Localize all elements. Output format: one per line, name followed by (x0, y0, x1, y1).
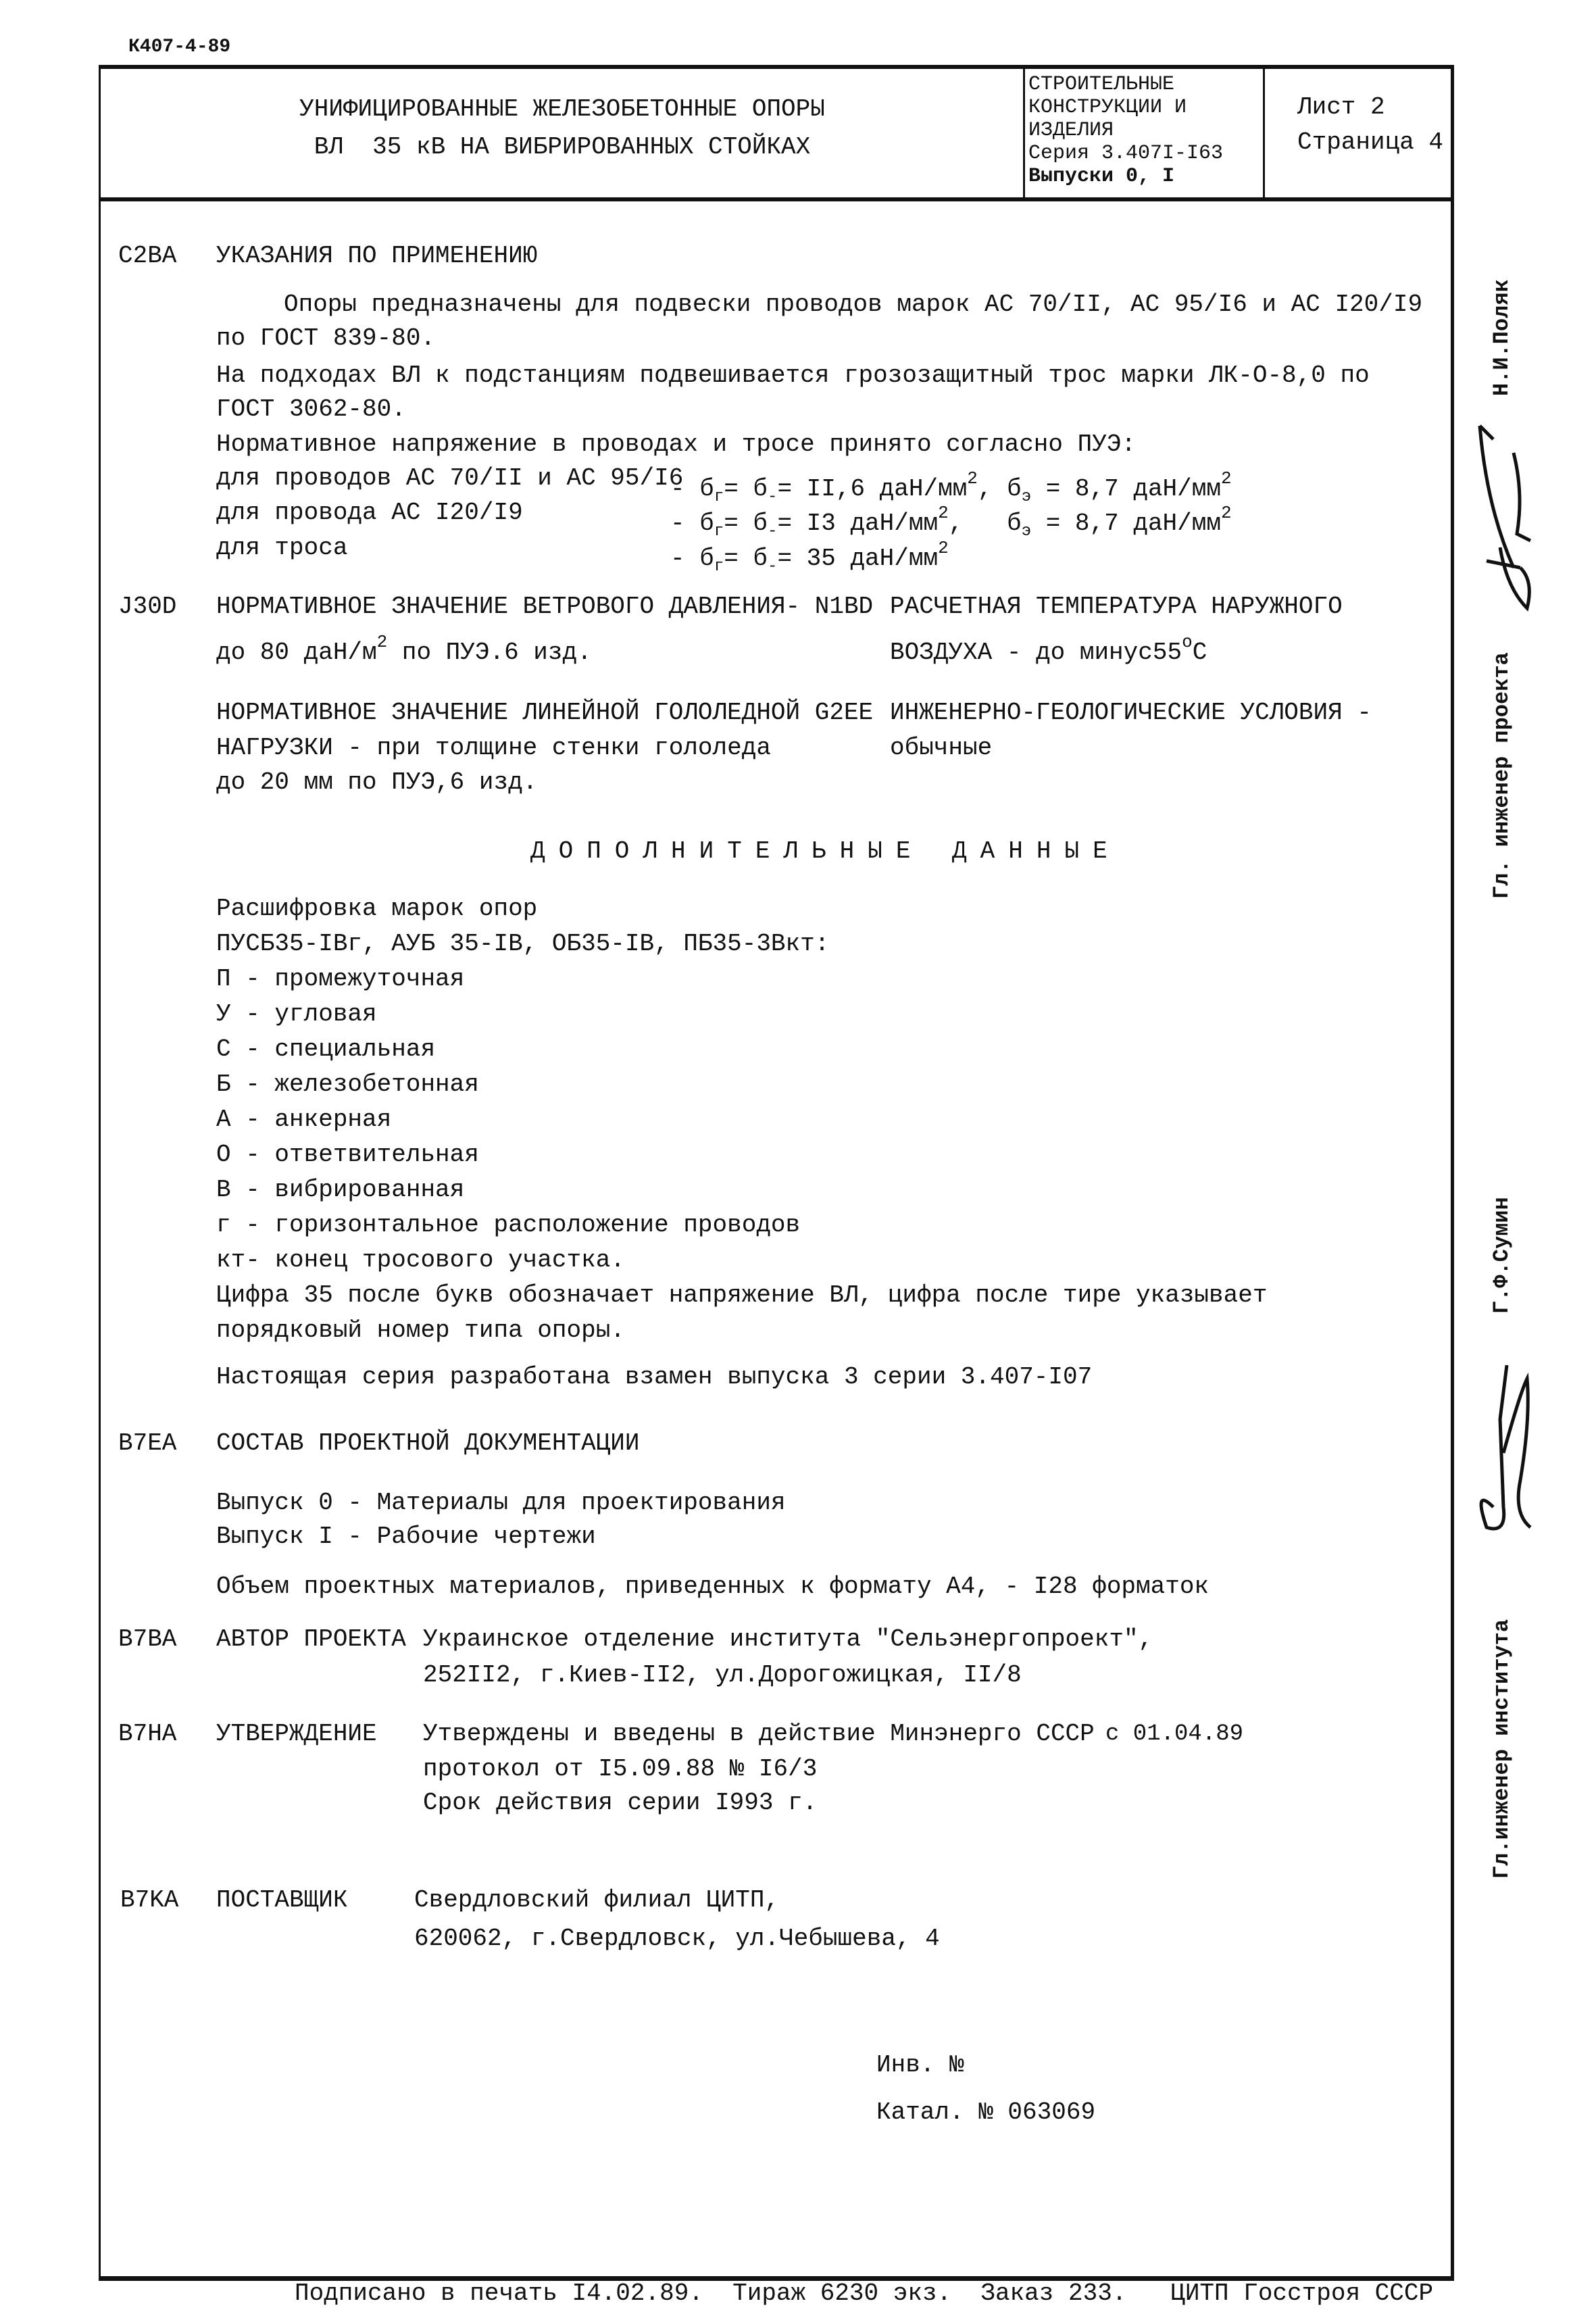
temperature-value (890, 627, 1207, 668)
formula-label: для проводов АС 70/II и АС 95/I6 (216, 464, 684, 492)
section-code: J30D (118, 593, 177, 620)
formula-text: = б (724, 545, 768, 572)
formula-value (670, 533, 949, 582)
subscript: г (714, 522, 724, 541)
replacement-note: Настоящая серия разработана взамен выпуска 3 серии 3.407-I07 (216, 1363, 1093, 1391)
frame-left-line (99, 65, 101, 2280)
section-code: B7KA (120, 1886, 179, 1914)
wind-pressure-value (216, 627, 592, 668)
header-divider-2 (1263, 65, 1265, 200)
text-line: На подходах ВЛ к подстанциям подвешивается грозозащитный трос марки ЛК-О-8,0 по (216, 362, 1370, 389)
formula-text: = II,6 даН/мм (777, 475, 968, 503)
superscript: о (1182, 632, 1193, 652)
list-item: В - вибрированная (216, 1176, 465, 1204)
series-line: ИЗДЕЛИЯ (1028, 119, 1114, 142)
text-line: Выпуск I - Рабочие чертежи (216, 1523, 596, 1550)
text: по ПУЭ.6 изд. (387, 639, 592, 666)
section-heading: СОСТАВ ПРОЕКТНОЙ ДОКУМЕНТАЦИИ (216, 1429, 640, 1457)
text-line: Объем проектных материалов, приведенных к формату А4, - I28 форматок (216, 1573, 1210, 1600)
ice-load-line: НАГРУЗКИ - при толщине стенки гололеда (216, 734, 771, 762)
formula-label: для троса (216, 534, 348, 562)
formula-text: = б (724, 475, 768, 503)
text-line: Свердловский филиал ЦИТП, (414, 1886, 780, 1914)
chief-project-engineer-title: Гл. инженер проекта (1489, 652, 1514, 899)
section-code: B7EA (118, 1429, 177, 1457)
document-code: К407-4-89 (128, 36, 231, 57)
text-line: Утверждены и введены в действие Минэнерго СССР (423, 1720, 1095, 1748)
inventory-number: Инв. № (876, 2051, 964, 2079)
superscript: 2 (938, 503, 949, 523)
subscript: - (768, 488, 778, 506)
superscript: 2 (938, 538, 949, 558)
temperature-heading: РАСЧЕТНАЯ ТЕМПЕРАТУРА НАРУЖНОГО (890, 593, 1343, 620)
section-label: УТВЕРЖДЕНИЕ (216, 1720, 377, 1748)
text-line: Украинское отделение института "Сельэнергопроект", (423, 1625, 1153, 1653)
series-line: Серия 3.407I-I63 (1028, 142, 1224, 165)
list-item: Цифра 35 после букв обозначает напряжение ВЛ, цифра после тире указывает (216, 1281, 1268, 1309)
series-line: СТРОИТЕЛЬНЫЕ (1028, 73, 1175, 96)
subscript: - (768, 558, 778, 576)
chief-project-engineer-name: Н.И.Поляк (1489, 279, 1514, 396)
formula-text: - б (670, 475, 714, 503)
section-heading: УКАЗАНИЯ ПО ПРИМЕНЕНИЮ (216, 242, 538, 270)
list-item: г - горизонтальное расположение проводов (216, 1211, 801, 1239)
header-divider-1 (1023, 65, 1025, 200)
list-item: У - угловая (216, 1000, 377, 1028)
chief-institute-engineer-name: Г.Ф.Сумин (1489, 1197, 1514, 1314)
subscript: г (714, 488, 724, 506)
frame-right-line (1451, 65, 1454, 2280)
section-label: ПОСТАВЩИК (216, 1886, 348, 1914)
text-line: Выпуск 0 - Материалы для проектирования (216, 1489, 786, 1517)
formula-text: - б (670, 545, 714, 572)
ice-load-line: до 20 мм по ПУЭ,6 изд. (216, 768, 538, 796)
list-item: С - специальная (216, 1035, 436, 1063)
title-line-1: УНИФИЦИРОВАННЫЕ ЖЕЛЕЗОБЕТОННЫЕ ОПОРЫ (299, 95, 825, 123)
list-item: П - промежуточная (216, 965, 465, 993)
list-item: кт- конец тросового участка. (216, 1246, 625, 1274)
ice-load-line: НОРМАТИВНОЕ ЗНАЧЕНИЕ ЛИНЕЙНОЙ ГОЛОЛЕДНОЙ G2EE (216, 699, 874, 727)
signature-polyak (1466, 412, 1541, 622)
frame-top-line (99, 65, 1454, 69)
text-line: Срок действия серии I993 г. (423, 1789, 818, 1817)
section-label: АВТОР ПРОЕКТА (216, 1625, 406, 1653)
wind-pressure-heading: НОРМАТИВНОЕ ЗНАЧЕНИЕ ВЕТРОВОГО ДАВЛЕНИЯ- N1BD (216, 593, 874, 620)
text-line: протокол от I5.09.88 № I6/3 (423, 1755, 818, 1783)
handwritten-date: с 01.04.89 (1105, 1721, 1244, 1747)
text-line: Опоры предназначены для подвески проводов марок АС 70/II, АС 95/I6 и АС I20/I9 (284, 291, 1423, 318)
text-line: Нормативное напряжение в проводах и тросе принято согласно ПУЭ: (216, 430, 1137, 458)
section-code: B7HA (118, 1720, 177, 1748)
page-number: Страница 4 (1297, 128, 1444, 156)
text-line: 252II2, г.Киев-II2, ул.Дорогожицкая, II/8 (423, 1661, 1022, 1689)
additional-heading: ДОПОЛНИТЕЛЬНЫЕ ДАННЫЕ (530, 837, 1121, 865)
formula-label: для провода АС I20/I9 (216, 499, 523, 526)
formula-text: = 8,7 даН/мм (1031, 510, 1221, 537)
series-line: КОНСТРУКЦИИ И (1028, 96, 1187, 119)
section-code: C2BA (118, 242, 177, 270)
list-item: порядковый номер типа опоры. (216, 1316, 625, 1344)
formula-text: = б (724, 510, 768, 537)
text: до 80 даН/м (216, 639, 377, 666)
text-line: 620062, г.Свердловск, ул.Чебышева, 4 (414, 1925, 940, 1952)
title-block (101, 95, 1023, 162)
formula-text: , б (977, 475, 1022, 503)
list-item: ПУСБ35-IВг, АУБ 35-IВ, ОБ35-IВ, ПБ35-3Вкт: (216, 930, 830, 958)
header-bottom-line (99, 197, 1454, 201)
formula-text: = 35 даН/мм (777, 545, 939, 572)
subscript: э (1021, 488, 1032, 506)
print-footer: Подписано в печать I4.02.89. Тираж 6230 экз. Заказ 233. ЦИТП Госстроя СССР (295, 2280, 1434, 2307)
chief-institute-engineer-title: Гл.инженер института (1489, 1619, 1514, 1879)
superscript: 2 (1220, 503, 1232, 523)
geology-line: обычные (890, 734, 993, 762)
subscript: - (768, 522, 778, 541)
text: ВОЗДУХА - до минус55 (890, 639, 1182, 666)
formula-text: = 8,7 даН/мм (1031, 475, 1221, 503)
formula-text: , б (948, 510, 1022, 537)
text-line: по ГОСТ 839-80. (216, 324, 436, 352)
series-block (1028, 73, 1223, 188)
list-item: Расшифровка марок опор (216, 895, 538, 922)
formula-text: - б (670, 510, 714, 537)
superscript: 2 (376, 632, 388, 652)
list-item: Б - железобетонная (216, 1070, 479, 1098)
geology-line: ИНЖЕНЕРНО-ГЕОЛОГИЧЕСКИЕ УСЛОВИЯ - (890, 699, 1372, 727)
subscript: э (1021, 522, 1032, 541)
sheet-number: Лист 2 (1297, 93, 1385, 121)
section-code: B7BA (118, 1625, 177, 1653)
superscript: 2 (1220, 468, 1232, 489)
series-line: Выпуски 0, I (1028, 165, 1175, 188)
text-line: ГОСТ 3062-80. (216, 395, 406, 423)
formula-text: = I3 даН/мм (777, 510, 939, 537)
superscript: 2 (967, 468, 978, 489)
list-item: А - анкерная (216, 1106, 392, 1133)
title-line-2: ВЛ 35 кВ НА ВИБРИРОВАННЫХ СТОЙКАХ (314, 133, 811, 161)
subscript: г (714, 558, 724, 576)
catalog-number: Катал. № 063069 (876, 2098, 1096, 2126)
text: С (1192, 639, 1207, 666)
signature-sumin (1473, 1352, 1534, 1534)
list-item: О - ответвительная (216, 1141, 479, 1168)
